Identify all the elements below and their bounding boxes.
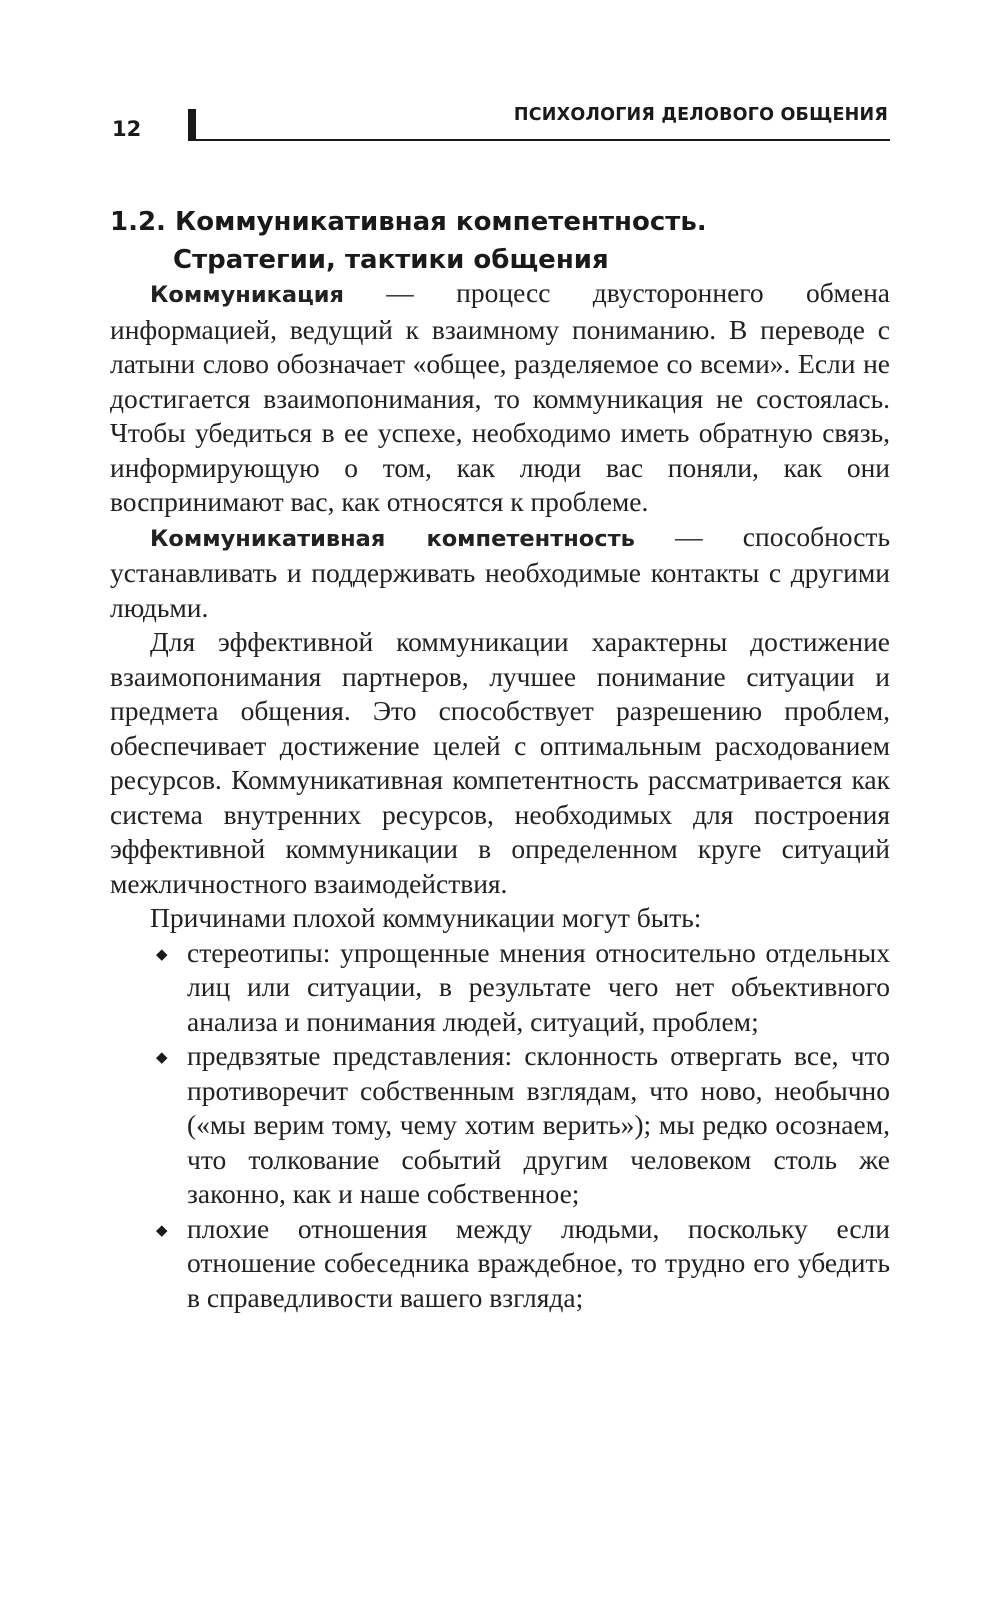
causes-list bbox=[110, 936, 890, 1316]
paragraph-causes-intro: Причинами плохой коммуникации могут быть: bbox=[150, 902, 702, 933]
list-item bbox=[110, 936, 890, 1040]
definition-competence: — способность устанавливать и поддерживать необходимые контакты с другими людьми. bbox=[110, 520, 890, 623]
section-heading bbox=[110, 203, 900, 279]
running-title: ПСИХОЛОГИЯ ДЕЛОВОГО ОБЩЕНИЯ bbox=[513, 105, 888, 125]
page-number: 12 bbox=[112, 117, 142, 141]
page-header bbox=[112, 103, 890, 143]
list-item bbox=[110, 1039, 890, 1212]
header-marker bbox=[188, 109, 196, 141]
diamond-bullet-icon: ◆ bbox=[156, 1050, 168, 1066]
list-item-text: предвзятые представления: склонность отвергать все, что противоречит собственным взглядам, что ново, необычно («мы верим тому, чему хотим верить»); мы редко осознаем, что толкование событий другим человеком столь же законно, как и наше собственное; bbox=[187, 1040, 890, 1209]
paragraph-definition-competence bbox=[110, 520, 890, 626]
diamond-bullet-icon: ◆ bbox=[156, 946, 168, 963]
diamond-bullet-icon: ◆ bbox=[156, 1222, 168, 1239]
list-item-text: стереотипы: упрощенные мнения относительно отдельных лиц или ситуации, в результате чего нет объективного анализа и понимания людей, ситуаций, проблем; bbox=[187, 936, 890, 1037]
section-heading-line2: Стратегии, тактики общения bbox=[173, 244, 609, 275]
body-text bbox=[110, 276, 890, 1315]
term-communication: Коммуникация bbox=[150, 282, 344, 308]
list-item bbox=[110, 1212, 890, 1316]
paragraph-definition-communication bbox=[110, 276, 890, 520]
section-heading-line1: 1.2. Коммуникативная компетентность. bbox=[110, 206, 707, 237]
list-item-text: плохие отношения между людьми, поскольку если отношение собеседника враждебное, то трудно его убедить в справедливости вашего взгляда; bbox=[187, 1212, 890, 1313]
paragraph-effective-communication: Для эффективной коммуникации характерны достижение взаимопонимания партнеров, лучшее понимание ситуации и предмета общения. Это способствует разрешению проблем, обеспечивает достижение целей с оптимальным расходованием ресурсов. Коммуникативная компетентность рассматривается как система внутренних ресурсов, необходимых для построения эффективной коммуникации в определенном круге ситуаций межличностного взаимодействия. bbox=[110, 626, 890, 899]
term-competence: Коммуникативная компетентность bbox=[150, 525, 635, 552]
header-rule bbox=[188, 139, 890, 141]
definition-communication: — процесс двустороннего обмена информацией, ведущий к взаимному пониманию. В переводе с латыни слово обозначает «общее, разделяемое со всеми». Если не достигается взаимопонимания, то коммуникация не состоялась. Чтобы убедиться в ее успехе, необходимо иметь обратную связь, информирующую о том, как люди вас поняли, как они воспринимают вас, как относятся к проблеме. bbox=[110, 277, 890, 517]
